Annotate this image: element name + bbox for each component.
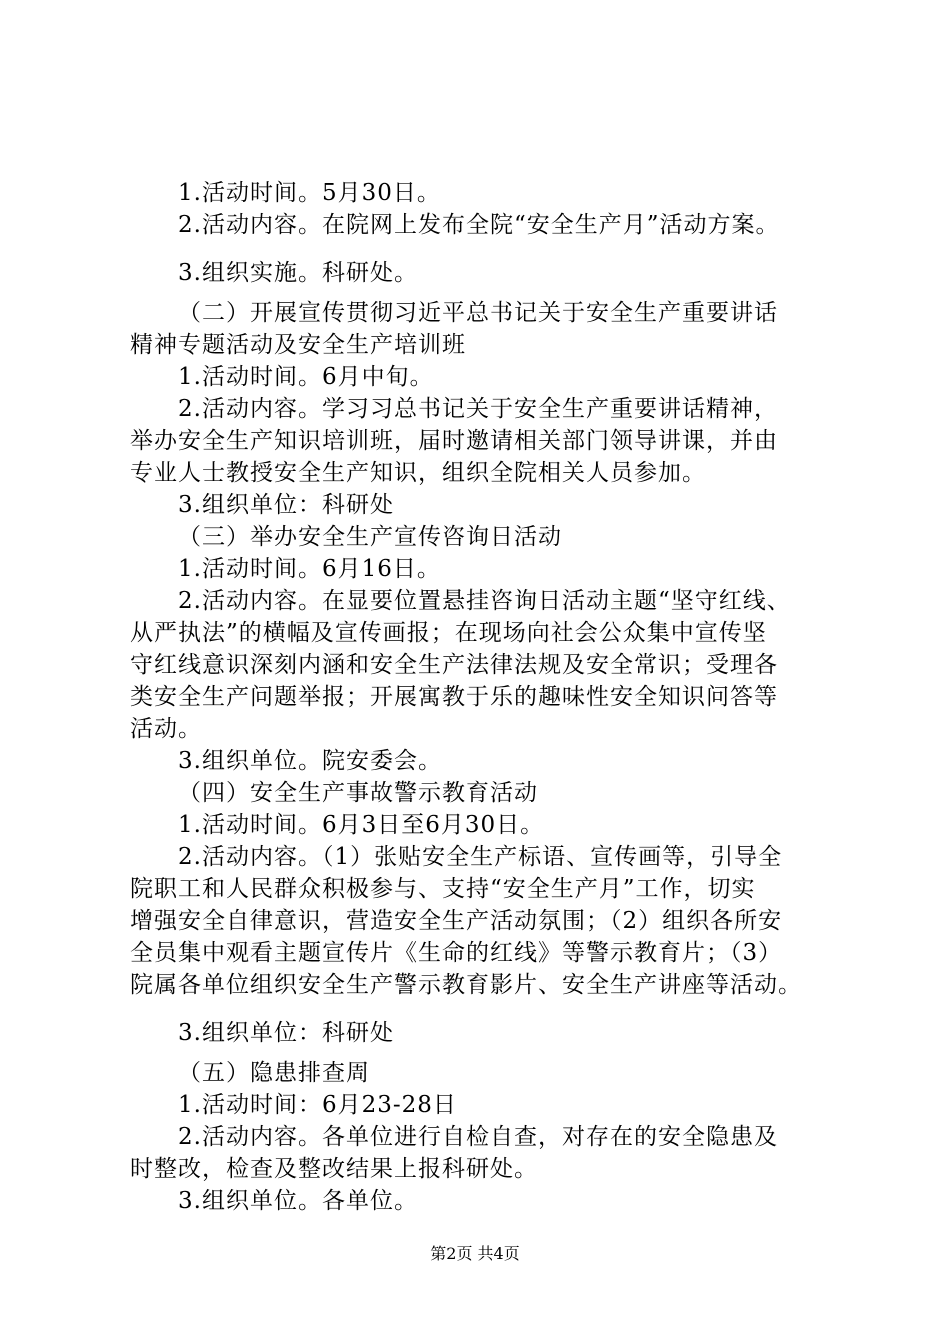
text-line: 1.活动时间。6月16日。 (178, 556, 441, 582)
text-line: 全员集中观看主题宣传片《生命的红线》等警示教育片；（3） (130, 940, 783, 966)
text-line: 1.活动时间。6月3日至6月30日。 (178, 812, 545, 838)
text-line: 院职工和人民群众积极参与、支持“安全生产月”工作，切实 (130, 876, 756, 902)
text-line: 活动。 (130, 716, 202, 742)
text-line: 3.组织单位。院安委会。 (178, 748, 442, 774)
text-line: 专业人士教授安全生产知识，组织全院相关人员参加。 (130, 460, 706, 486)
text-line: 守红线意识深刻内涵和安全生产法律法规及安全常识；受理各 (130, 652, 778, 678)
text-line: 举办安全生产知识培训班，届时邀请相关部门领导讲课，并由 (130, 428, 778, 454)
section-heading: （四）安全生产事故警示教育活动 (178, 780, 538, 806)
text-line: 增强安全自律意识，营造安全生产活动氛围；（2）组织各所安 (130, 908, 783, 934)
text-line: 3.组织单位。各单位。 (178, 1188, 418, 1214)
text-line: 精神专题活动及安全生产培训班 (130, 332, 466, 358)
text-line: 1.活动时间。6月中旬。 (178, 364, 434, 390)
text-line: 2.活动内容。（1）张贴安全生产标语、宣传画等，引导全 (178, 844, 783, 870)
text-line: 3.组织单位：科研处 (178, 1020, 394, 1046)
text-line: 时整改，检查及整改结果上报科研处。 (130, 1156, 538, 1182)
text-line: 2.活动内容。各单位进行自检自查，对存在的安全隐患及 (178, 1124, 778, 1150)
section-heading: （二）开展宣传贯彻习近平总书记关于安全生产重要讲话 (178, 300, 778, 326)
page-footer: 第2页 共4页 (430, 1244, 520, 1263)
text-line: 从严执法”的横幅及宣传画报；在现场向社会公众集中宣传坚 (130, 620, 767, 646)
section-heading: （五）隐患排查周 (178, 1060, 370, 1086)
text-line: 2.活动内容。在院网上发布全院“安全生产月”活动方案。 (178, 212, 780, 238)
section-heading: （三）举办安全生产宣传咨询日活动 (178, 524, 562, 550)
text-line: 1.活动时间：6月23-28日 (178, 1092, 457, 1118)
text-line: 1.活动时间。5月30日。 (178, 180, 441, 206)
text-line: 3.组织单位：科研处 (178, 492, 394, 518)
text-line: 2.活动内容。学习习总书记关于安全生产重要讲话精神， (178, 396, 778, 422)
text-line: 院属各单位组织安全生产警示教育影片、安全生产讲座等活动。 (130, 972, 802, 998)
text-line: 3.组织实施。科研处。 (178, 260, 418, 286)
text-line: 类安全生产问题举报；开展寓教于乐的趣味性安全知识问答等 (130, 684, 778, 710)
text-line: 2.活动内容。在显要位置悬挂咨询日活动主题“坚守红线、 (178, 588, 791, 614)
